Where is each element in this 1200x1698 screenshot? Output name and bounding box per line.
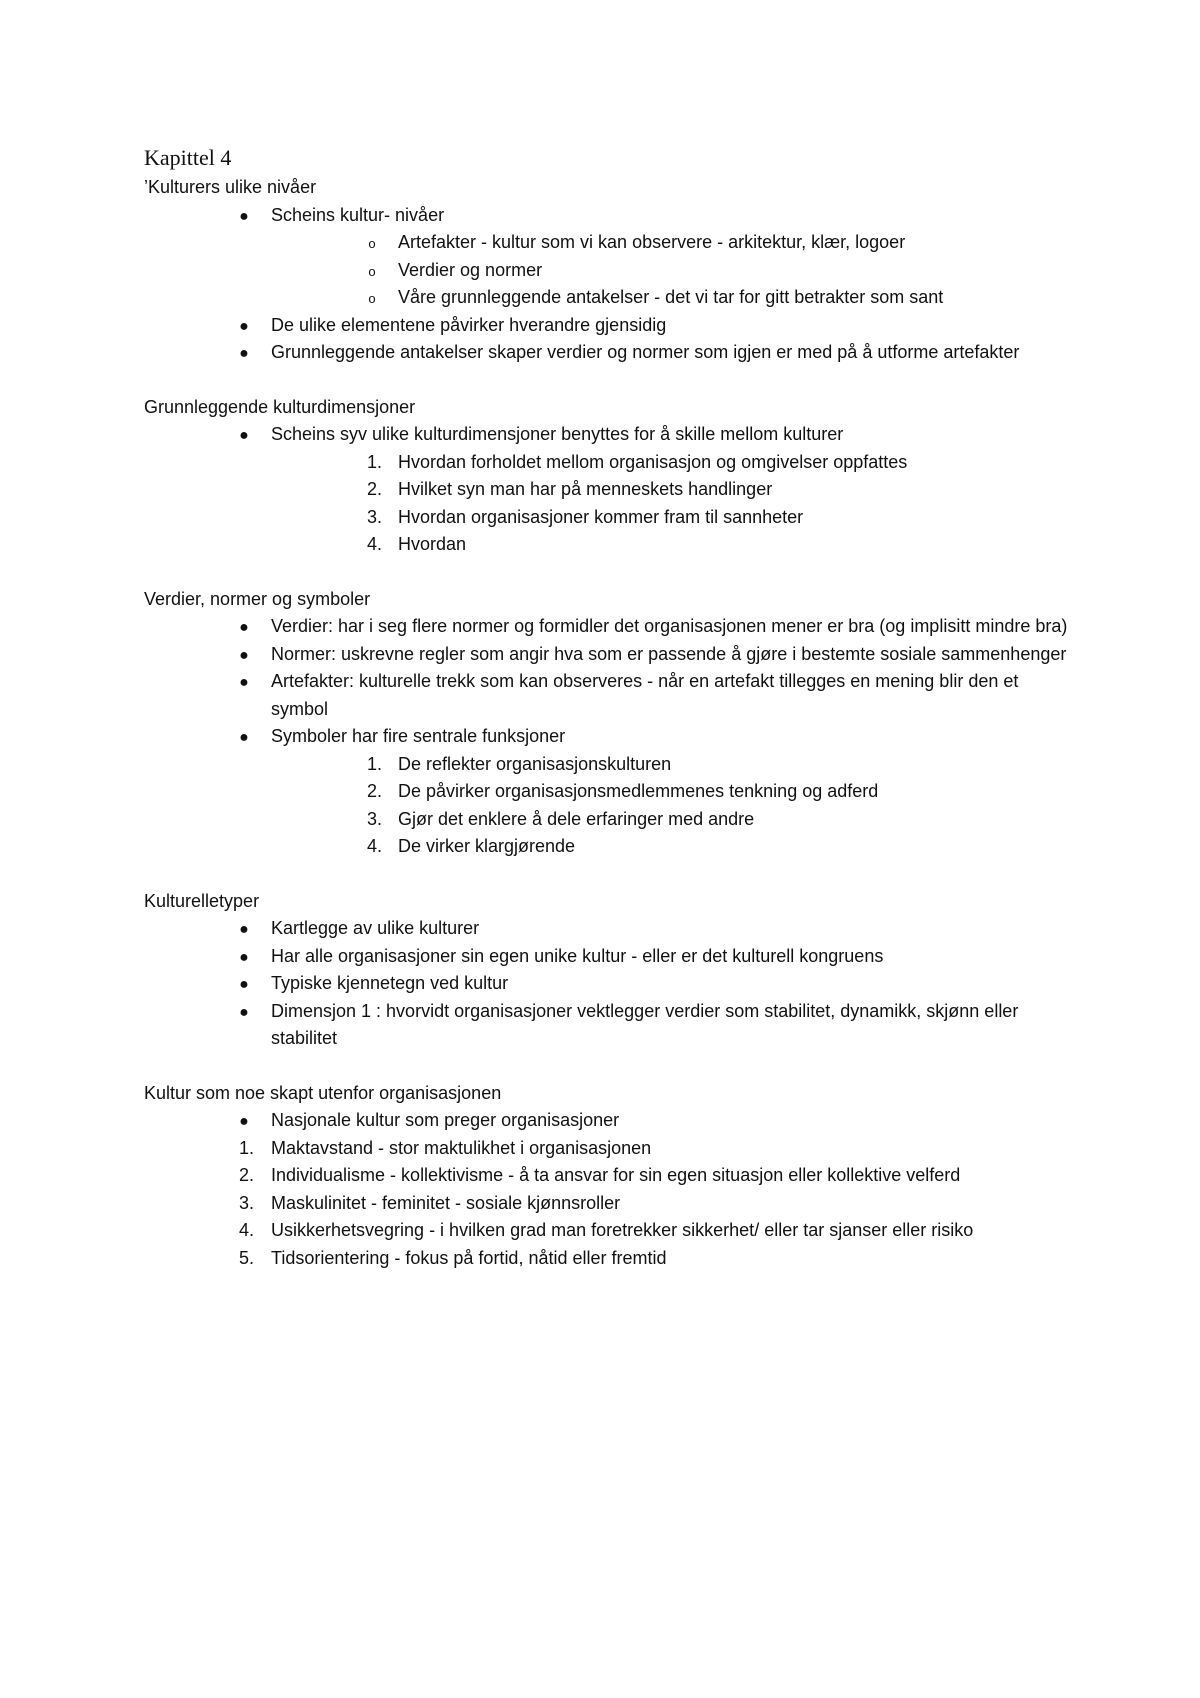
list-item-text: Hvilket syn man har på menneskets handlinger [398, 479, 773, 499]
list-item-text: Symboler har fire sentrale funksjoner [271, 726, 566, 746]
section-list [144, 915, 1074, 1053]
list-item [144, 778, 1074, 806]
bullet-icon: ● [239, 619, 249, 636]
list-item-text: Maktavstand - stor maktulikhet i organisasjonen [271, 1137, 652, 1158]
section-kulturelletyper [144, 888, 1074, 1053]
list-item [144, 421, 1074, 449]
list-number: 4. [366, 836, 382, 856]
list-number: 2. [366, 781, 382, 801]
list-item [144, 476, 1074, 504]
list-item-text: Scheins syv ulike kulturdimensjoner benyttes for å skille mellom kulturer [271, 424, 844, 444]
list-item [144, 943, 1074, 971]
list-number: 3. [238, 1192, 254, 1213]
bullet-icon: ● [239, 1003, 249, 1021]
list-item-text: Individualisme - kollektivisme - å ta ansvar for sin egen situasjon eller kollektive velferd [271, 1165, 961, 1185]
bullet-icon: ● [239, 427, 249, 444]
list-item-text: Verdier: har i seg flere normer og formidler det organisasjonen mener er bra (og implisitt mindre bra) [271, 616, 1068, 636]
circle-bullet-icon: o [368, 236, 376, 251]
list-item [144, 1245, 1074, 1273]
document-content [144, 142, 1074, 1299]
bullet-icon: ● [239, 345, 249, 362]
list-item-text: Våre grunnleggende antakelser - det vi tar for gitt betrakter som sant [398, 287, 944, 307]
list-item-text: Maskulinitet - feminitet - sosiale kjønnsroller [271, 1192, 621, 1213]
section-heading: Kultur som noe skapt utenfor organisasjonen [144, 1082, 502, 1103]
list-item-text: Artefakter - kultur som vi kan observere - arkitektur, klær, logoer [398, 232, 906, 252]
bullet-icon: ● [239, 948, 249, 966]
list-number: 1. [366, 451, 382, 472]
list-item [144, 339, 1074, 367]
list-item [144, 998, 1074, 1053]
bullet-icon: ● [239, 729, 249, 746]
list-number: 1. [366, 753, 382, 774]
section-list [144, 202, 1074, 367]
list-item [144, 284, 1074, 312]
list-number: 4. [238, 1220, 254, 1240]
section-grunnleggende [144, 394, 1074, 559]
list-item-text: Dimensjon 1 : hvorvidt organisasjoner vektlegger verdier som stabilitet, dynamikk, skjønn eller stabilitet [271, 1000, 1019, 1048]
section-kultur-utenfor [144, 1080, 1074, 1273]
list-number: 3. [366, 506, 382, 527]
list-item-text: Hvordan organisasjoner kommer fram til sannheter [398, 506, 804, 527]
list-item [144, 202, 1074, 230]
section-kulturers [144, 174, 1074, 367]
list-number: 1. [238, 1137, 254, 1158]
list-item-text: Nasjonale kultur som preger organisasjoner [271, 1110, 620, 1130]
list-item [144, 1162, 1074, 1190]
list-item [144, 1135, 1074, 1163]
list-item-text: Hvordan [398, 534, 467, 554]
section-heading: Verdier, normer og symboler [144, 588, 371, 609]
section-list [144, 421, 1074, 559]
list-item-text: Normer: uskrevne regler som angir hva som er passende å gjøre i bestemte sosiale sammenhenger [271, 643, 1067, 664]
list-item [144, 1107, 1074, 1135]
list-item [144, 449, 1074, 477]
list-item [144, 312, 1074, 340]
list-item [144, 229, 1074, 257]
list-item-text: De reflekter organisasjonskulturen [398, 753, 672, 774]
list-number: 3. [366, 808, 382, 829]
bullet-icon: ● [239, 921, 249, 938]
list-item [144, 668, 1074, 723]
list-item [144, 1190, 1074, 1218]
bullet-icon: ● [239, 207, 249, 225]
list-item [144, 613, 1074, 641]
list-item-text: Usikkerhetsvegring - i hvilken grad man foretrekker sikkerhet/ eller tar sjanser eller risiko [271, 1220, 974, 1240]
bullet-icon: ● [239, 1113, 249, 1130]
list-item [144, 531, 1074, 559]
sections-container [144, 174, 1074, 1272]
list-item [144, 833, 1074, 861]
list-item-text: Typiske kjennetegn ved kultur [271, 973, 509, 993]
section-list [144, 1107, 1074, 1272]
list-item-text: Hvordan forholdet mellom organisasjon og omgivelser oppfattes [398, 451, 908, 472]
list-item-text: Gjør det enklere å dele erfaringer med andre [398, 808, 755, 829]
list-item [144, 1217, 1074, 1245]
list-item-text: Artefakter: kulturelle trekk som kan observeres - når en artefakt tillegges en mening blir den et symbol [271, 671, 1019, 719]
list-number: 2. [238, 1165, 254, 1185]
list-item-text: Verdier og normer [398, 259, 543, 280]
list-item-text: Scheins kultur- nivåer [271, 204, 445, 225]
list-item [144, 751, 1074, 779]
section-heading: ’Kulturers ulike nivåer [144, 177, 317, 197]
bullet-icon: ● [239, 646, 249, 664]
section-heading: Grunnleggende kulturdimensjoner [144, 396, 416, 417]
list-item [144, 504, 1074, 532]
list-item [144, 257, 1074, 285]
list-number: 4. [366, 534, 382, 554]
section-list [144, 613, 1074, 861]
list-item-text: De ulike elementene påvirker hverandre gjensidig [271, 314, 667, 335]
list-number: 5. [238, 1247, 254, 1268]
list-item-text: De virker klargjørende [398, 836, 576, 856]
list-item [144, 723, 1074, 751]
list-item-text: De påvirker organisasjonsmedlemmenes tenkning og adferd [398, 781, 879, 801]
list-item-text: Tidsorientering - fokus på fortid, nåtid eller fremtid [271, 1247, 667, 1268]
list-number: 2. [366, 479, 382, 499]
circle-bullet-icon: o [368, 291, 376, 306]
bullet-icon: ● [239, 674, 249, 691]
section-heading: Kulturelletyper [144, 890, 260, 911]
list-item-text: Kartlegge av ulike kulturer [271, 918, 480, 938]
list-item [144, 641, 1074, 669]
section-verdier [144, 586, 1074, 861]
page-title: Kapittel 4 [144, 145, 232, 170]
list-item-text: Har alle organisasjoner sin egen unike kultur - eller er det kulturell kongruens [271, 945, 884, 966]
list-item [144, 915, 1074, 943]
circle-bullet-icon: o [368, 263, 376, 279]
bullet-icon: ● [239, 317, 249, 335]
list-item [144, 806, 1074, 834]
list-item [144, 970, 1074, 998]
list-item-text: Grunnleggende antakelser skaper verdier og normer som igjen er med på å utforme artefakter [271, 342, 1020, 362]
bullet-icon: ● [239, 976, 249, 993]
